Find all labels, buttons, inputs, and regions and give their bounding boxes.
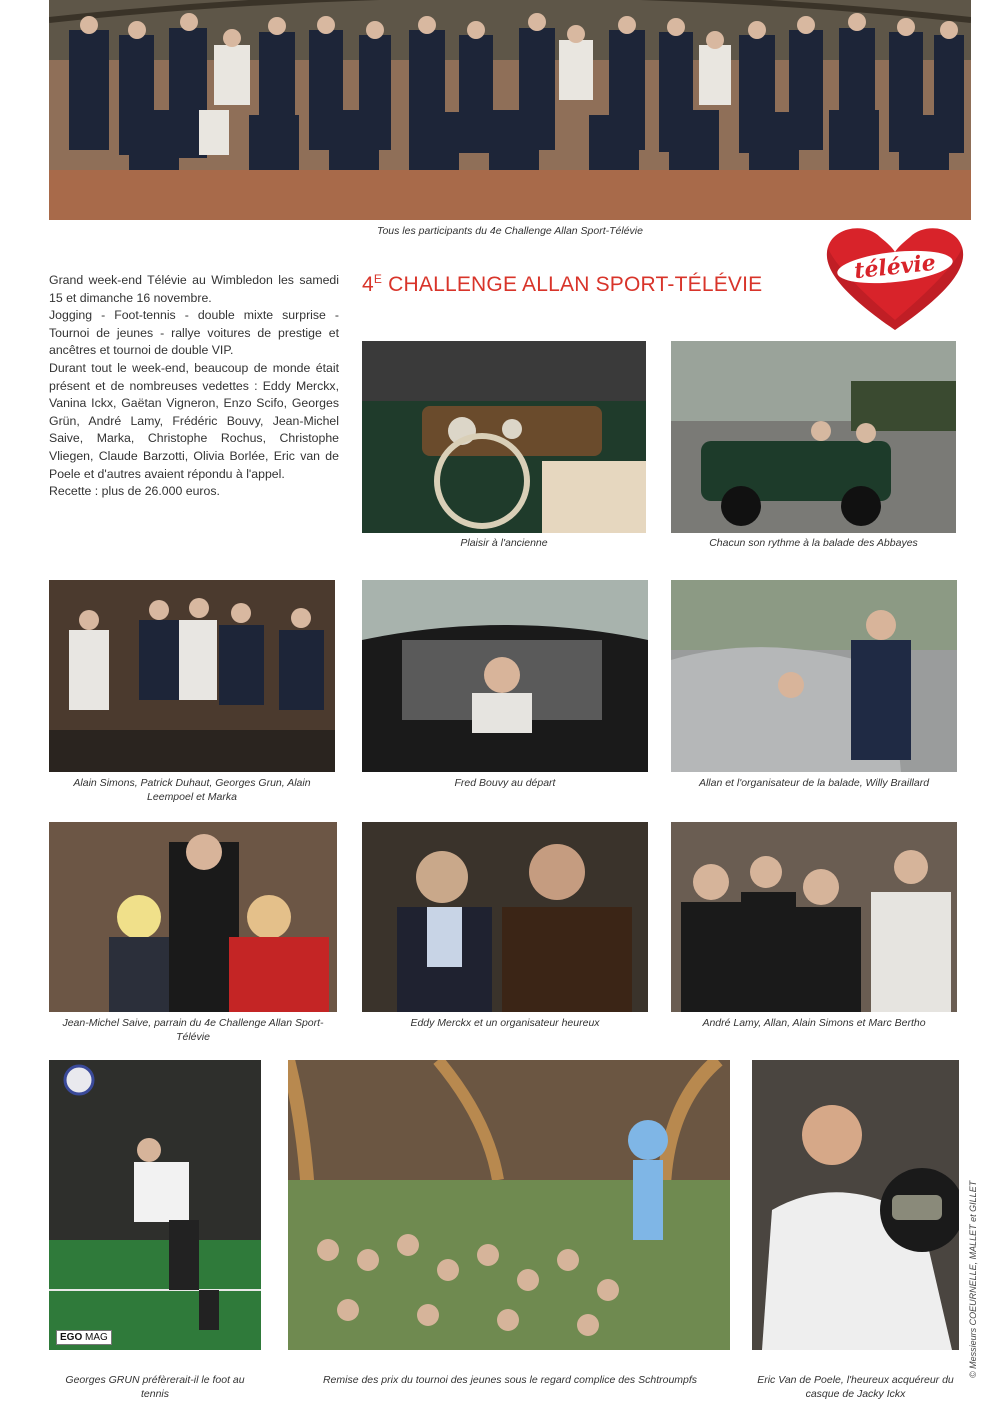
eddy-merckx-photo — [362, 822, 648, 1012]
intro-line: Jogging - Foot-tennis - double mixte surprise - Tournoi de jeunes - rallye voitures de prestige et ancêtres et tournoi de double VIP. — [49, 308, 339, 358]
televie-logo — [820, 222, 970, 332]
intro-line: Recette : plus de 26.000 euros. — [49, 484, 220, 499]
bouvy-caption: Fred Bouvy au départ — [454, 777, 556, 789]
saive-caption: Jean-Michel Saive, parrain du 4e Challenge Allan Sport-Télévie — [62, 1017, 324, 1043]
ego-mag-badge — [56, 1330, 112, 1345]
players-photo — [49, 580, 335, 772]
title-number: 4 — [362, 273, 374, 296]
heart-icon — [820, 222, 970, 332]
vintage-car-road-photo — [671, 341, 956, 533]
title-text: CHALLENGE ALLAN SPORT-TÉLÉVIE — [382, 273, 763, 296]
title-superscript: E — [373, 272, 383, 286]
eric-caption: Eric Van de Poele, l'heureux acquéreur du casque de Jacky Ickx — [757, 1374, 954, 1400]
car1-caption: Plaisir à l'ancienne — [460, 537, 548, 549]
intro-line: Durant tout le week-end, beaucoup de monde était présent et de nombreuses vedettes : Eddy Merckx, Vanina Ickx, Gaëtan Vigneron, Enzo Scifo, Georges Grün, André Lamy, Frédéric Bouvy, Jean-Michel Saive, Marka, Christophe Rochus, Christophe Vliegen, Claude Barzotti, Olivia Borlée, Eric van de Poele et d'autres avaient répondu à l'appel. — [49, 360, 339, 481]
merckx-caption: Eddy Merckx et un organisateur heureux — [410, 1017, 600, 1029]
prize-ceremony-photo — [288, 1060, 730, 1350]
eric-helmet-photo — [752, 1060, 959, 1350]
intro-text — [49, 272, 339, 501]
lamy-group-photo — [671, 822, 957, 1012]
grun-tennis-photo — [49, 1060, 261, 1350]
badge-light: MAG — [82, 1332, 108, 1343]
allan-organiser-photo — [671, 580, 957, 772]
intro-line: Grand week-end Télévie au Wimbledon les samedi 15 et dimanche 16 novembre. — [49, 273, 339, 305]
group-photo-caption: Tous les participants du 4e Challenge Allan Sport-Télévie — [377, 225, 643, 237]
badge-bold: EGO — [60, 1332, 83, 1343]
car2-caption: Chacun son rythme à la balade des Abbayes — [709, 537, 918, 549]
allan-caption: Allan et l'organisateur de la balade, Willy Braillard — [698, 777, 930, 789]
page-title — [362, 272, 762, 297]
fred-bouvy-photo — [362, 580, 648, 772]
grun-caption: Georges GRUN préfèrerait-il le foot au tennis — [65, 1374, 245, 1400]
logo-text: télévie — [853, 249, 937, 285]
group-photo — [49, 0, 971, 220]
remise-caption: Remise des prix du tournoi des jeunes sous le regard complice des Schtroumpfs — [322, 1374, 698, 1386]
players-caption: Alain Simons, Patrick Duhaut, Georges Grun, Alain Leempoel et Marka — [73, 777, 311, 803]
saive-photo — [49, 822, 337, 1012]
vintage-car-interior-photo — [362, 341, 646, 533]
lamy-caption: André Lamy, Allan, Alain Simons et Marc Bertho — [702, 1017, 926, 1029]
photo-credit: © Messieurs COEURNELLE, MALLET et GILLET — [968, 1180, 978, 1378]
